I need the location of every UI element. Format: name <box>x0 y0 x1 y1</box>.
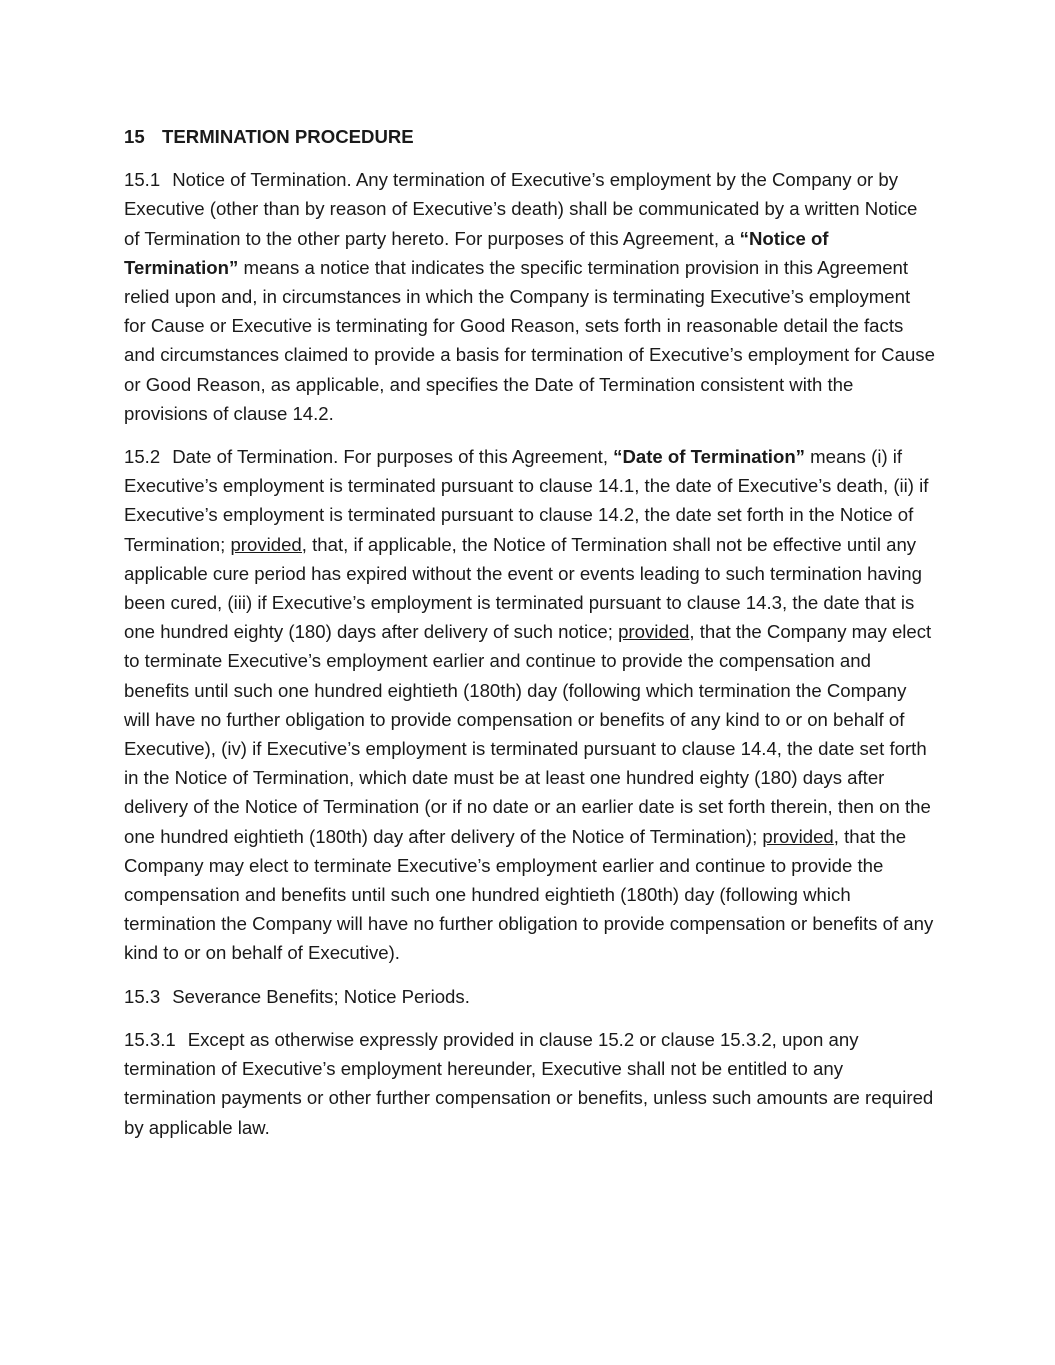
clause-text: Notice of Termination. Any termination of Executive’s employment by the Company or by Executive (other than by reason of Executive’s death) shall be communicated by a written Notice of Termination to the other party hereto. For purposes of this Agreement, a <box>124 169 918 249</box>
clause-text: Date of Termination. For purposes of this Agreement, <box>172 446 614 468</box>
document-page <box>124 122 936 1156</box>
underlined-provided: provided <box>762 825 834 847</box>
section-heading <box>124 122 936 151</box>
clause-15-2 <box>124 442 936 968</box>
defined-term-notice-of-termination: “Notice of Termination” <box>124 227 829 278</box>
underlined-provided: provided, <box>230 533 307 555</box>
clause-text: means (i) if Executive’s employment is terminated pursuant to clause 14.1, the date of Executive’s death, (ii) if Executive’s employment is terminated pursuant to clause 14.2, the date set forth in the Notice of Termination; <box>124 446 929 555</box>
clause-15-3 <box>124 982 936 1011</box>
section-title: TERMINATION PROCEDURE <box>162 126 414 147</box>
defined-term-date-of-termination: “Date of Termination” <box>613 446 805 468</box>
clause-text: Except as otherwise expressly provided in clause 15.2 or clause 15.3.2, upon any termination of Executive’s employment hereunder, Executive shall not be entitled to any termination payments or other further compensation or benefits, unless such amounts are required by applicable law. <box>124 1028 934 1138</box>
section-number: 15 <box>124 126 145 147</box>
clause-number: 15.3 <box>124 985 161 1007</box>
clause-number: 15.2 <box>124 446 161 468</box>
clause-15-3-1 <box>124 1025 936 1142</box>
clause-text: that, if applicable, the Notice of Termination shall not be effective until any applicable cure period has expired without the event or events leading to such termination having been cured, (iii) if Executive’s employment is terminated pursuant to clause 14.3, the date that is one hundred eighty (180) days after delivery of such notice; <box>124 533 922 643</box>
underlined-provided: provided <box>618 621 690 643</box>
clause-text: Severance Benefits; Notice Periods. <box>172 985 470 1007</box>
clause-number: 15.3.1 <box>124 1028 176 1050</box>
clause-text: means a notice that indicates the specific termination provision in this Agreement relied upon and, in circumstances in which the Company is terminating Executive’s employment for Cause or Executive is terminating for Good Reason, sets forth in reasonable detail the facts and circumstances claimed to provide a basis for termination of Executive’s employment for Cause or Good Reason, as applicable, and specifies the Date of Termination consistent with the provisions of clause 14.2. <box>124 256 935 424</box>
clause-15-1 <box>124 165 936 428</box>
clause-number: 15.1 <box>124 169 161 191</box>
clause-text: , that the Company may elect to terminate Executive’s employment earlier and continue to provide the compensation and benefits until such one hundred eightieth (180th) day (following which termination the Company will have no further obligation to provide compensation or benefits of any kind to or on behalf of Executive), (iv) if Executive’s employment is terminated pursuant to clause 14.4, the date set forth in the Notice of Termination, which date must be at least one hundred eighty (180) days after delivery of the Notice of Termination (or if no date or an earlier date is set forth therein, then on the one hundred eightieth (180th) day after delivery of the Notice of Termination); <box>124 621 932 847</box>
clause-text: , that the Company may elect to terminate Executive’s employment earlier and continue to provide the compensation and benefits until such one hundred eightieth (180th) day (following which termination the Company will have no further obligation to provide compensation or benefits of any kind to or on behalf of Executive). <box>124 825 934 964</box>
